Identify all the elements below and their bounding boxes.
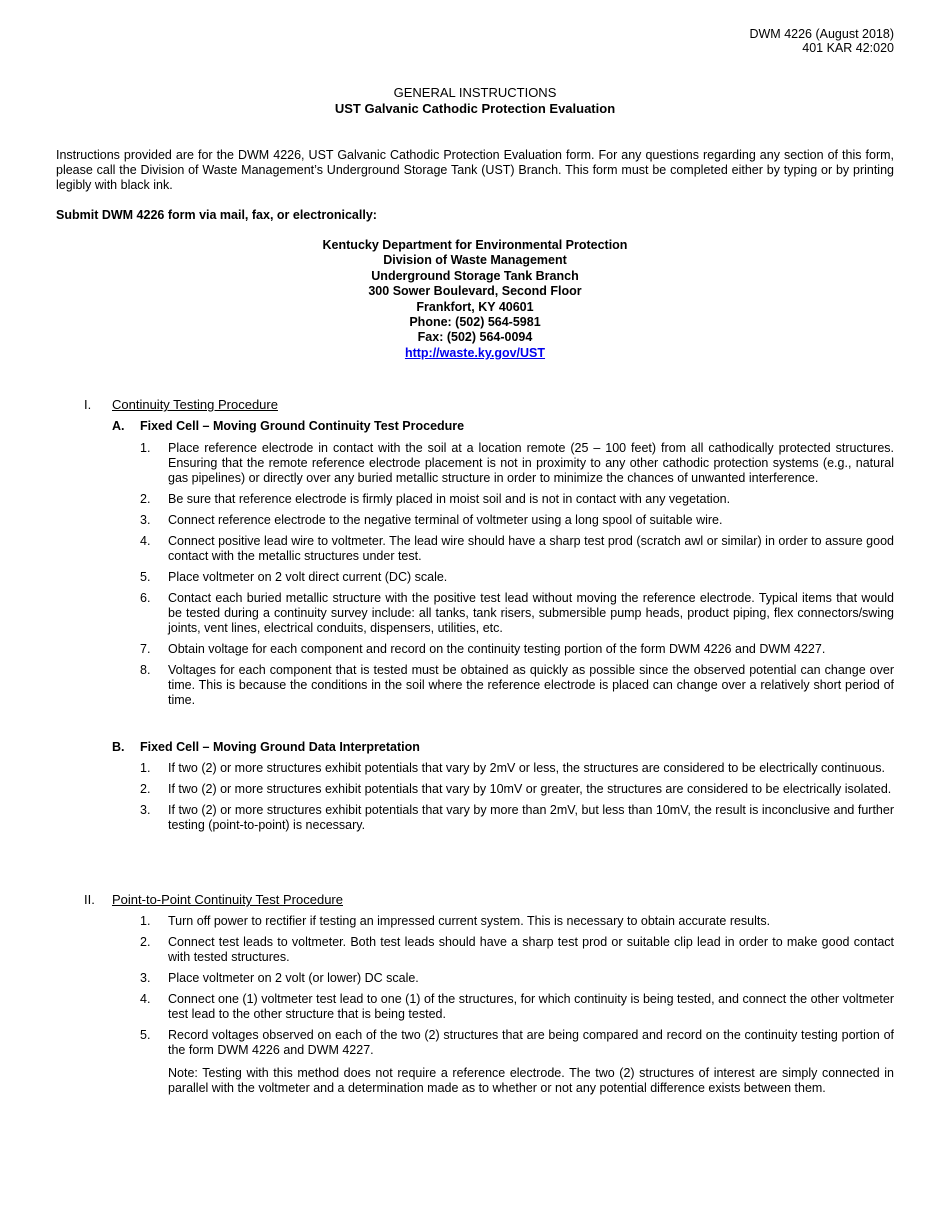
list-item: 6. Contact each buried metallic structure with the positive test lead without moving the reference electrode. Typical items that would be tested during a continuity survey include: all tanks, tank risers, submersible pump heads, product piping, flex connectors/swing joints, vent lines, electrical conduits, dispensers, utilities, etc. [140,591,894,635]
fax-number: Fax: (502) 564-0094 [417,330,533,345]
title-line-2: UST Galvanic Cathodic Protection Evaluation [334,101,616,116]
address-line-5: Frankfort, KY 40601 [416,299,534,314]
list-item: 4. Connect positive lead wire to voltmeter. The lead wire should have a sharp test prod (scratch awl or similar) in order to assure good contact with the metallic structures under test. [140,534,894,563]
list-item: 2. If two (2) or more structures exhibit potentials that vary by 10mV or greater, the structures are considered to be electrically isolated. [140,782,892,796]
subsection-a-steps [140,441,894,714]
address-line-2: Division of Waste Management [383,253,567,268]
section-1-title: Continuity Testing Procedure [112,397,278,412]
list-item: 2. Connect test leads to voltmeter. Both test leads should have a sharp test prod or suitable clip lead in order to make good contact with tested structures. [140,935,894,964]
list-item: 1. If two (2) or more structures exhibit potentials that vary by 2mV or less, the structures are considered to be electrically continuous. [140,761,885,775]
list-item: 5. Record voltages observed on each of the two (2) structures that are being compared and record on the continuity testing portion of the form DWM 4226 and DWM 4227. [140,1028,894,1057]
submit-heading: Submit DWM 4226 form via mail, fax, or electronically: [56,208,377,222]
address-line-1: Kentucky Department for Environmental Protection [322,238,628,252]
address-line-3: Underground Storage Tank Branch [371,268,579,283]
intro-paragraph: Instructions provided are for the DWM 4226, UST Galvanic Cathodic Protection Evaluation form. For any questions regarding any section of this form, please call the Division of Waste Management’s Underground Storage Tank (UST) Branch. This form must be completed either by typing or by printing legibly with black ink. [56,148,894,192]
list-item: 5. Place voltmeter on 2 volt direct current (DC) scale. [140,570,448,584]
list-item: 2. Be sure that reference electrode is firmly placed in moist soil and is not in contact with any vegetation. [140,492,731,506]
list-item: 8. Voltages for each component that is tested must be obtained as quickly as possible since the observed potential can change over time. This is because the conditions in the soil where the reference electrode is placed can change over a relatively short period of time. [140,663,894,707]
document-title [0,85,950,117]
form-id: DWM 4226 (August 2018) [749,27,894,41]
regulation-ref: 401 KAR 42:020 [802,41,894,55]
subsection-b-letter: B. [112,740,125,754]
list-item: 7. Obtain voltage for each component and record on the continuity testing portion of the form DWM 4226 and DWM 4227. [140,642,826,656]
list-item: 4. Connect one (1) voltmeter test lead to one (1) of the structures, for which continuity is being tested, and connect the other voltmeter test lead to the other structure that is being tested. [140,992,894,1021]
list-item: 3. Connect reference electrode to the negative terminal of voltmeter using a long spool of suitable wire. [140,513,723,527]
form-reference [749,27,894,55]
section-2-title: Point-to-Point Continuity Test Procedure [112,892,343,907]
list-item: 3. If two (2) or more structures exhibit potentials that vary by more than 2mV, but less than 10mV, the result is inconclusive and further testing (point-to-point) is necessary. [140,803,894,832]
list-item: 1. Place reference electrode in contact with the soil at a location remote (25 – 100 feet) from all cathodically protected structures. Ensuring that the remote reference electrode placement is not in proximity to any other cathodic protection systems (e.g., natural gas pipelines) or directly over any buried metallic structure in order to minimize the chances of unwanted interference. [140,441,894,485]
ust-website-link[interactable]: http://waste.ky.gov/UST [404,345,546,360]
address-line-4: 300 Sower Boulevard, Second Floor [368,284,582,299]
subsection-a-title: Fixed Cell – Moving Ground Continuity Test Procedure [140,419,465,433]
phone-number: Phone: (502) 564-5981 [409,315,541,330]
subsection-b-steps [140,761,894,839]
section-2-steps [140,914,894,1064]
mailing-address [0,238,950,361]
section-1-number: I. [84,397,92,412]
list-item: 3. Place voltmeter on 2 volt (or lower) DC scale. [140,971,419,985]
section-2-note: Note: Testing with this method does not require a reference electrode. The two (2) structures of interest are simply connected in parallel with the voltmeter and a determination made as to whether or not any potential difference exists between them. [168,1066,894,1095]
section-2-number: II. [84,892,95,907]
title-line-1: GENERAL INSTRUCTIONS [393,85,557,100]
subsection-a-letter: A. [112,419,125,433]
list-item: 1. Turn off power to rectifier if testing an impressed current system. This is necessary to obtain accurate results. [140,914,771,928]
subsection-b-title: Fixed Cell – Moving Ground Data Interpretation [140,740,420,754]
